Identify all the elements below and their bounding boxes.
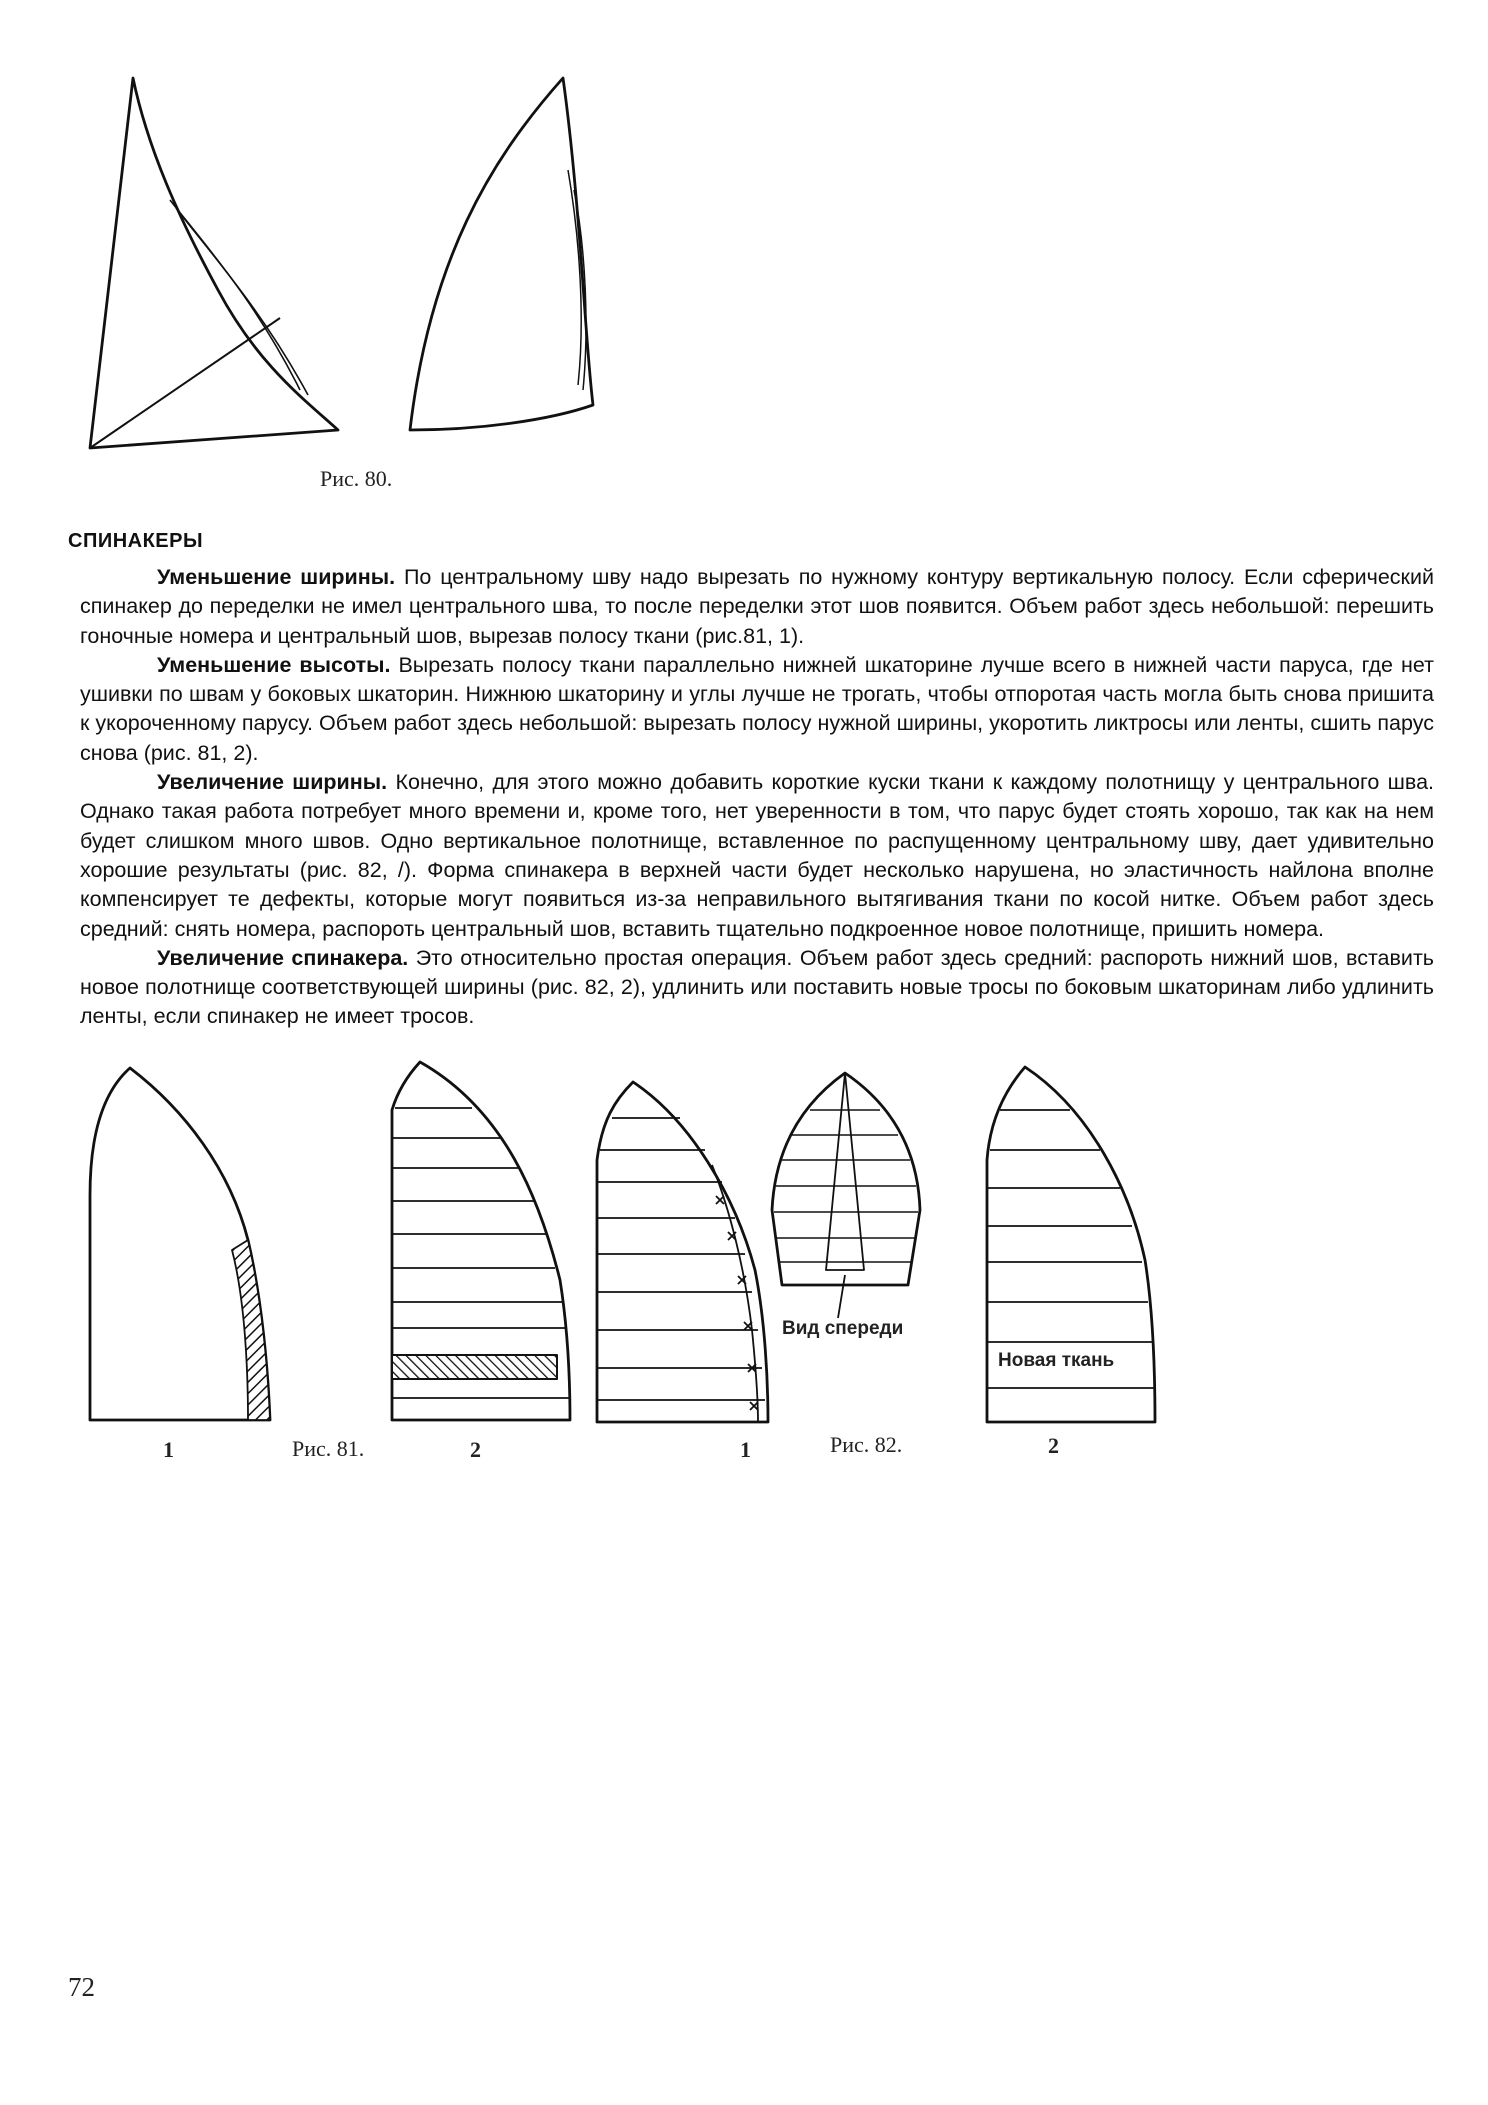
fig82-label-1: 1 <box>740 1437 751 1462</box>
paragraph-text: Вырезать полосу ткани параллельно нижней шкаторине лучше всего в нижней части паруса, где нет ушивки по швам у боковых шкаторин. Нижнюю шкаторину и углы лучше не трогать, чтобы отпоротая часть могла быть снова пришита к укороченному парусу. Объем работ здесь небольшой: вырезать полосу нужной ширины, укоротить ликтросы или ленты, сшить парус снова (рис. 81, 2). <box>80 652 1434 765</box>
fig81-label-1: 1 <box>163 1437 174 1462</box>
paragraph-text: По центральному шву надо вырезать по нужному контуру вертикальную полосу. Если сферический спинакер до переделки не имел центрального шва, то после переделки этот шов появится. Объем работ здесь небольшой: перешить гоночные номера и центральный шов, вырезав полосу ткани (рис.81, 1). <box>80 565 1434 648</box>
fig80-caption: Рис. 80. <box>320 466 393 491</box>
fig82-1-sail <box>597 1082 768 1422</box>
fig82-front-view-label: Вид спереди <box>782 1318 904 1339</box>
fig82-caption: Рис. 82. <box>830 1432 903 1457</box>
fig82-1-inserted-panel-seam <box>712 1165 758 1422</box>
paragraph-title: Увеличение ширины. <box>157 770 388 795</box>
section-heading: СПИНАКЕРЫ <box>68 530 204 552</box>
fig82-front-view-inserted-panel <box>826 1073 864 1270</box>
fig82-label-2: 2 <box>1048 1433 1059 1458</box>
page-number: 72 <box>68 1972 95 2002</box>
paragraph-title: Увеличение спинакера. <box>157 945 409 970</box>
fig81-label-2: 2 <box>470 1437 481 1462</box>
fig82-front-view-sail <box>772 1073 920 1285</box>
paragraph-text: Это относительно простая операция. Объем работ здесь средний: распороть нижний шов, вставить новое полотнище соответствующей ширины (рис. 82, 2), удлинить или поставить новые тросы по боковым шкаторинам либо удлинить ленты, если спинакер не имеет тросов. <box>80 945 1434 1029</box>
fig81-caption: Рис. 81. <box>292 1436 365 1461</box>
paragraph-title: Уменьшение высоты. <box>157 652 391 677</box>
paragraph-text: Конечно, для этого можно добавить короткие куски ткани к каждому полотнищу у центрального шва. Однако такая работа потребует много времени и, кроме того, нет уверенности в том, что парус будет стоять хорошо, так как на нем будет слишком много швов. Одно вертикальное полотнище, вставленное по распущенному центральному шву, дает удивительно хорошие результаты (рис. 82, /). Форма спинакера в верхней части будет несколько нарушена, но эластичность найлона вполне компенсирует те дефекты, которые могут появиться из-за неправильного вытягивания ткани по косой нитке. Объем работ здесь средний: снять номера, распороть центральный шов, вставить тщательно подкроенное новое полотнище, пришить номера. <box>80 770 1435 941</box>
fig82-new-cloth-label: Новая ткань <box>998 1350 1115 1371</box>
fig82-front-view-pointer <box>838 1275 845 1318</box>
paragraph-title: Уменьшение ширины. <box>157 565 396 589</box>
fig81-2-hatched-band <box>392 1355 557 1379</box>
